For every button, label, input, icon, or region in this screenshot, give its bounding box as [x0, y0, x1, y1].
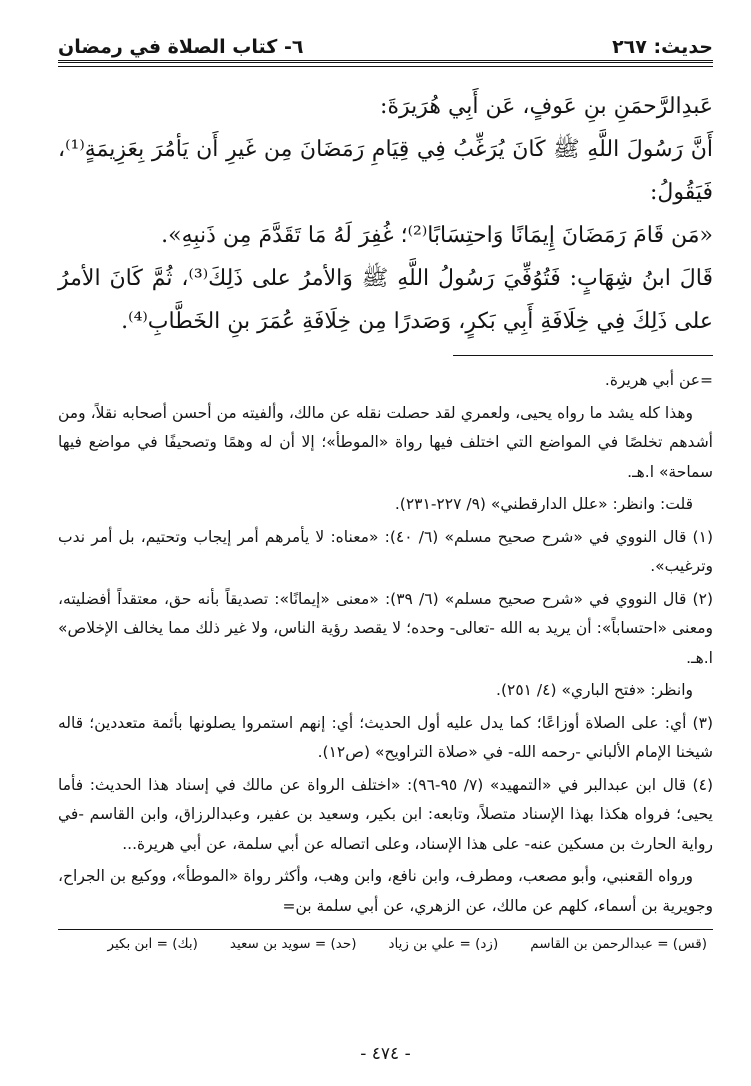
- abbreviations-key: [58, 936, 713, 952]
- footnote-paragraph: وهذا كله يشد ما رواه يحيى، ولعمري لقد حصلت نقله عن مالك، وألفيته من أحسن أصحابه نقلاً، ومن أشدهم تخلصًا في المواضع التي اختلف فيها رواة «الموطأ»؛ إلا أن له وهمًا وتصحيفًا في مواضع فيها سماحة» ا.هـ.: [58, 403, 713, 481]
- footnote-1: (١) قال النووي في «شرح صحيح مسلم» (٦/ ٤٠): «معناه: لا يأمرهم أمر إيجاب وتحتيم، بل أمر ندب وترغيب».: [58, 527, 713, 575]
- hadith-line: «مَن قَامَ رَمَضَانَ إِيمَانًا وَاحتِسَابًا⁽²⁾؛ غُفِرَ لَهُ مَا تَقَدَّمَ مِن ذَنبِهِ».: [161, 223, 713, 248]
- hadith-line: عَبدِالرَّحمَنِ بنِ عَوفٍ، عَن أَبِي هُرَيرَةَ:: [380, 94, 713, 119]
- footnote-paragraph: وانظر: «فتح الباري» (٤/ ٢٥١).: [496, 681, 693, 699]
- hadith-line: أَنَّ رَسُولَ اللَّهِ ﷺ كَانَ يُرَغِّبُ فِي قِيَامِ رَمَضَانَ مِن غَيرِ أَن يَأمُرَ بِعَزِيمَةٍ⁽¹⁾، فَيَقُولُ:: [58, 137, 713, 205]
- page-number: - ٤٧٤ -: [360, 1044, 411, 1064]
- footnote-3: (٣) أي: على الصلاة أوزاعًا؛ كما يدل عليه أول الحديث؛ أي: إنهم استمروا يصلونها بأئمة متعددين؛ قاله شيخنا الإمام الألباني -رحمه الله- في «صلاة التراويح» (ص١٢).: [58, 713, 713, 761]
- book-page: [58, 28, 713, 1068]
- hadith-text: [58, 85, 713, 343]
- abbreviation-item: (حد) = سويد بن سعيد: [229, 936, 357, 952]
- chapter-title: ٦- كتاب الصلاة في رمضان: [58, 36, 304, 58]
- hadith-line: قَالَ ابنُ شِهَابٍ: فَتُوُفِّيَ رَسُولُ اللَّهِ ﷺ وَالأمرُ على ذَلِكَ⁽³⁾، ثُمَّ كَانَ الأمرُ على ذَلِكَ فِي خِلَافَةِ أَبِي بَكرٍ، وَصَدرًا مِن خِلَافَةِ عُمَرَ بنِ الخَطَّابِ⁽⁴⁾.: [58, 266, 713, 334]
- footnote-2: (٢) قال النووي في «شرح صحيح مسلم» (٦/ ٣٩): «معنى «إيمانًا»: تصديقاً بأنه حق، معتقداً أفضليته، ومعنى «احتساباً»: أن يريد به الله -تعالى- وحده؛ لا يقصد رؤية الناس، ولا غير ذلك مما يخالف الإخلاص» ا.هـ.: [58, 589, 713, 667]
- abbreviation-item: (بك) = ابن بكير: [107, 936, 198, 952]
- hadith-number: حديث: ٢٦٧: [612, 36, 713, 58]
- footnotes: [58, 366, 713, 921]
- abbreviation-item: (زد) = علي بن زياد: [388, 936, 499, 952]
- footnote-paragraph: قلت: وانظر: «علل الدارقطني» (٩/ ٢٢٧-٢٣١).: [394, 495, 693, 513]
- abbreviation-item: (قس) = عبدالرحمن بن القاسم: [530, 936, 707, 952]
- page-header: [58, 28, 713, 58]
- footnote-paragraph: ورواه القعنبي، وأبو مصعب، ومطرف، وابن نافع، وابن وهب، وأكثر رواة «الموطأ»، ووكيع بن الجراح، وجويرية بن أسماء، كلهم عن مالك، عن الزهري، عن أبي سلمة بن=: [58, 867, 713, 915]
- footnote-4: (٤) قال ابن عبدالبر في «التمهيد» (٧/ ٩٥-٩٦): «اختلف الرواة عن مالك في إسناد هذا الحديث: فأما يحيى؛ فرواه هكذا بهذا الإسناد متصلاً، وتابعه: ابن بكير، وسعيد بن عفير، وعبدالرزاق، وابن القاسم -في رواية الحارث بن مسكين عنه- على هذا الإسناد، وعلى اتصاله عن أبي سلمة، عن أبي هريرة...: [58, 775, 713, 853]
- footnote-separator: [453, 355, 713, 356]
- abbreviations-divider: [58, 929, 713, 930]
- header-divider: [58, 60, 713, 67]
- footnote-paragraph: =عن أبي هريرة.: [604, 371, 713, 389]
